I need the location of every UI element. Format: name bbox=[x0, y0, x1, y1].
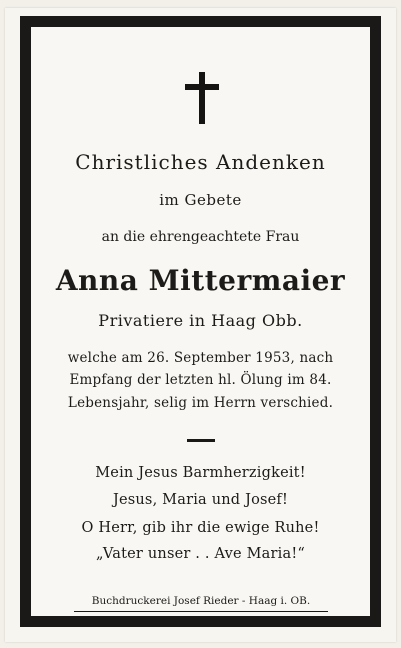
deceased-name: Anna Mittermaier bbox=[55, 264, 346, 297]
occupation-line: Privatiere in Haag Obb. bbox=[98, 311, 303, 330]
prayer-line: Mein Jesus Barmherzigkeit! bbox=[95, 465, 306, 481]
intro-line: an die ehrengeachtete Frau bbox=[101, 229, 300, 245]
text-line: welche am 26. September 1953, nach bbox=[67, 350, 334, 366]
text-line: Lebensjahr, selig im Herrn verschied. bbox=[67, 395, 334, 411]
printer-credit: Buchdruckerei Josef Rieder - Haag i. OB. bbox=[74, 595, 328, 612]
text-line: Empfang der letzten hl. Ölung im 84. bbox=[69, 372, 332, 388]
prayer-line: „Vater unser . . Ave Maria!“ bbox=[96, 546, 305, 562]
subheading: im Gebete bbox=[159, 191, 242, 209]
prayer-line: Jesus, Maria und Josef! bbox=[112, 492, 289, 508]
divider bbox=[187, 439, 215, 442]
heading: Christliches Andenken bbox=[75, 150, 326, 174]
prayer-line: O Herr, gib ihr die ewige Ruhe! bbox=[81, 520, 320, 536]
cross-icon bbox=[185, 72, 219, 124]
